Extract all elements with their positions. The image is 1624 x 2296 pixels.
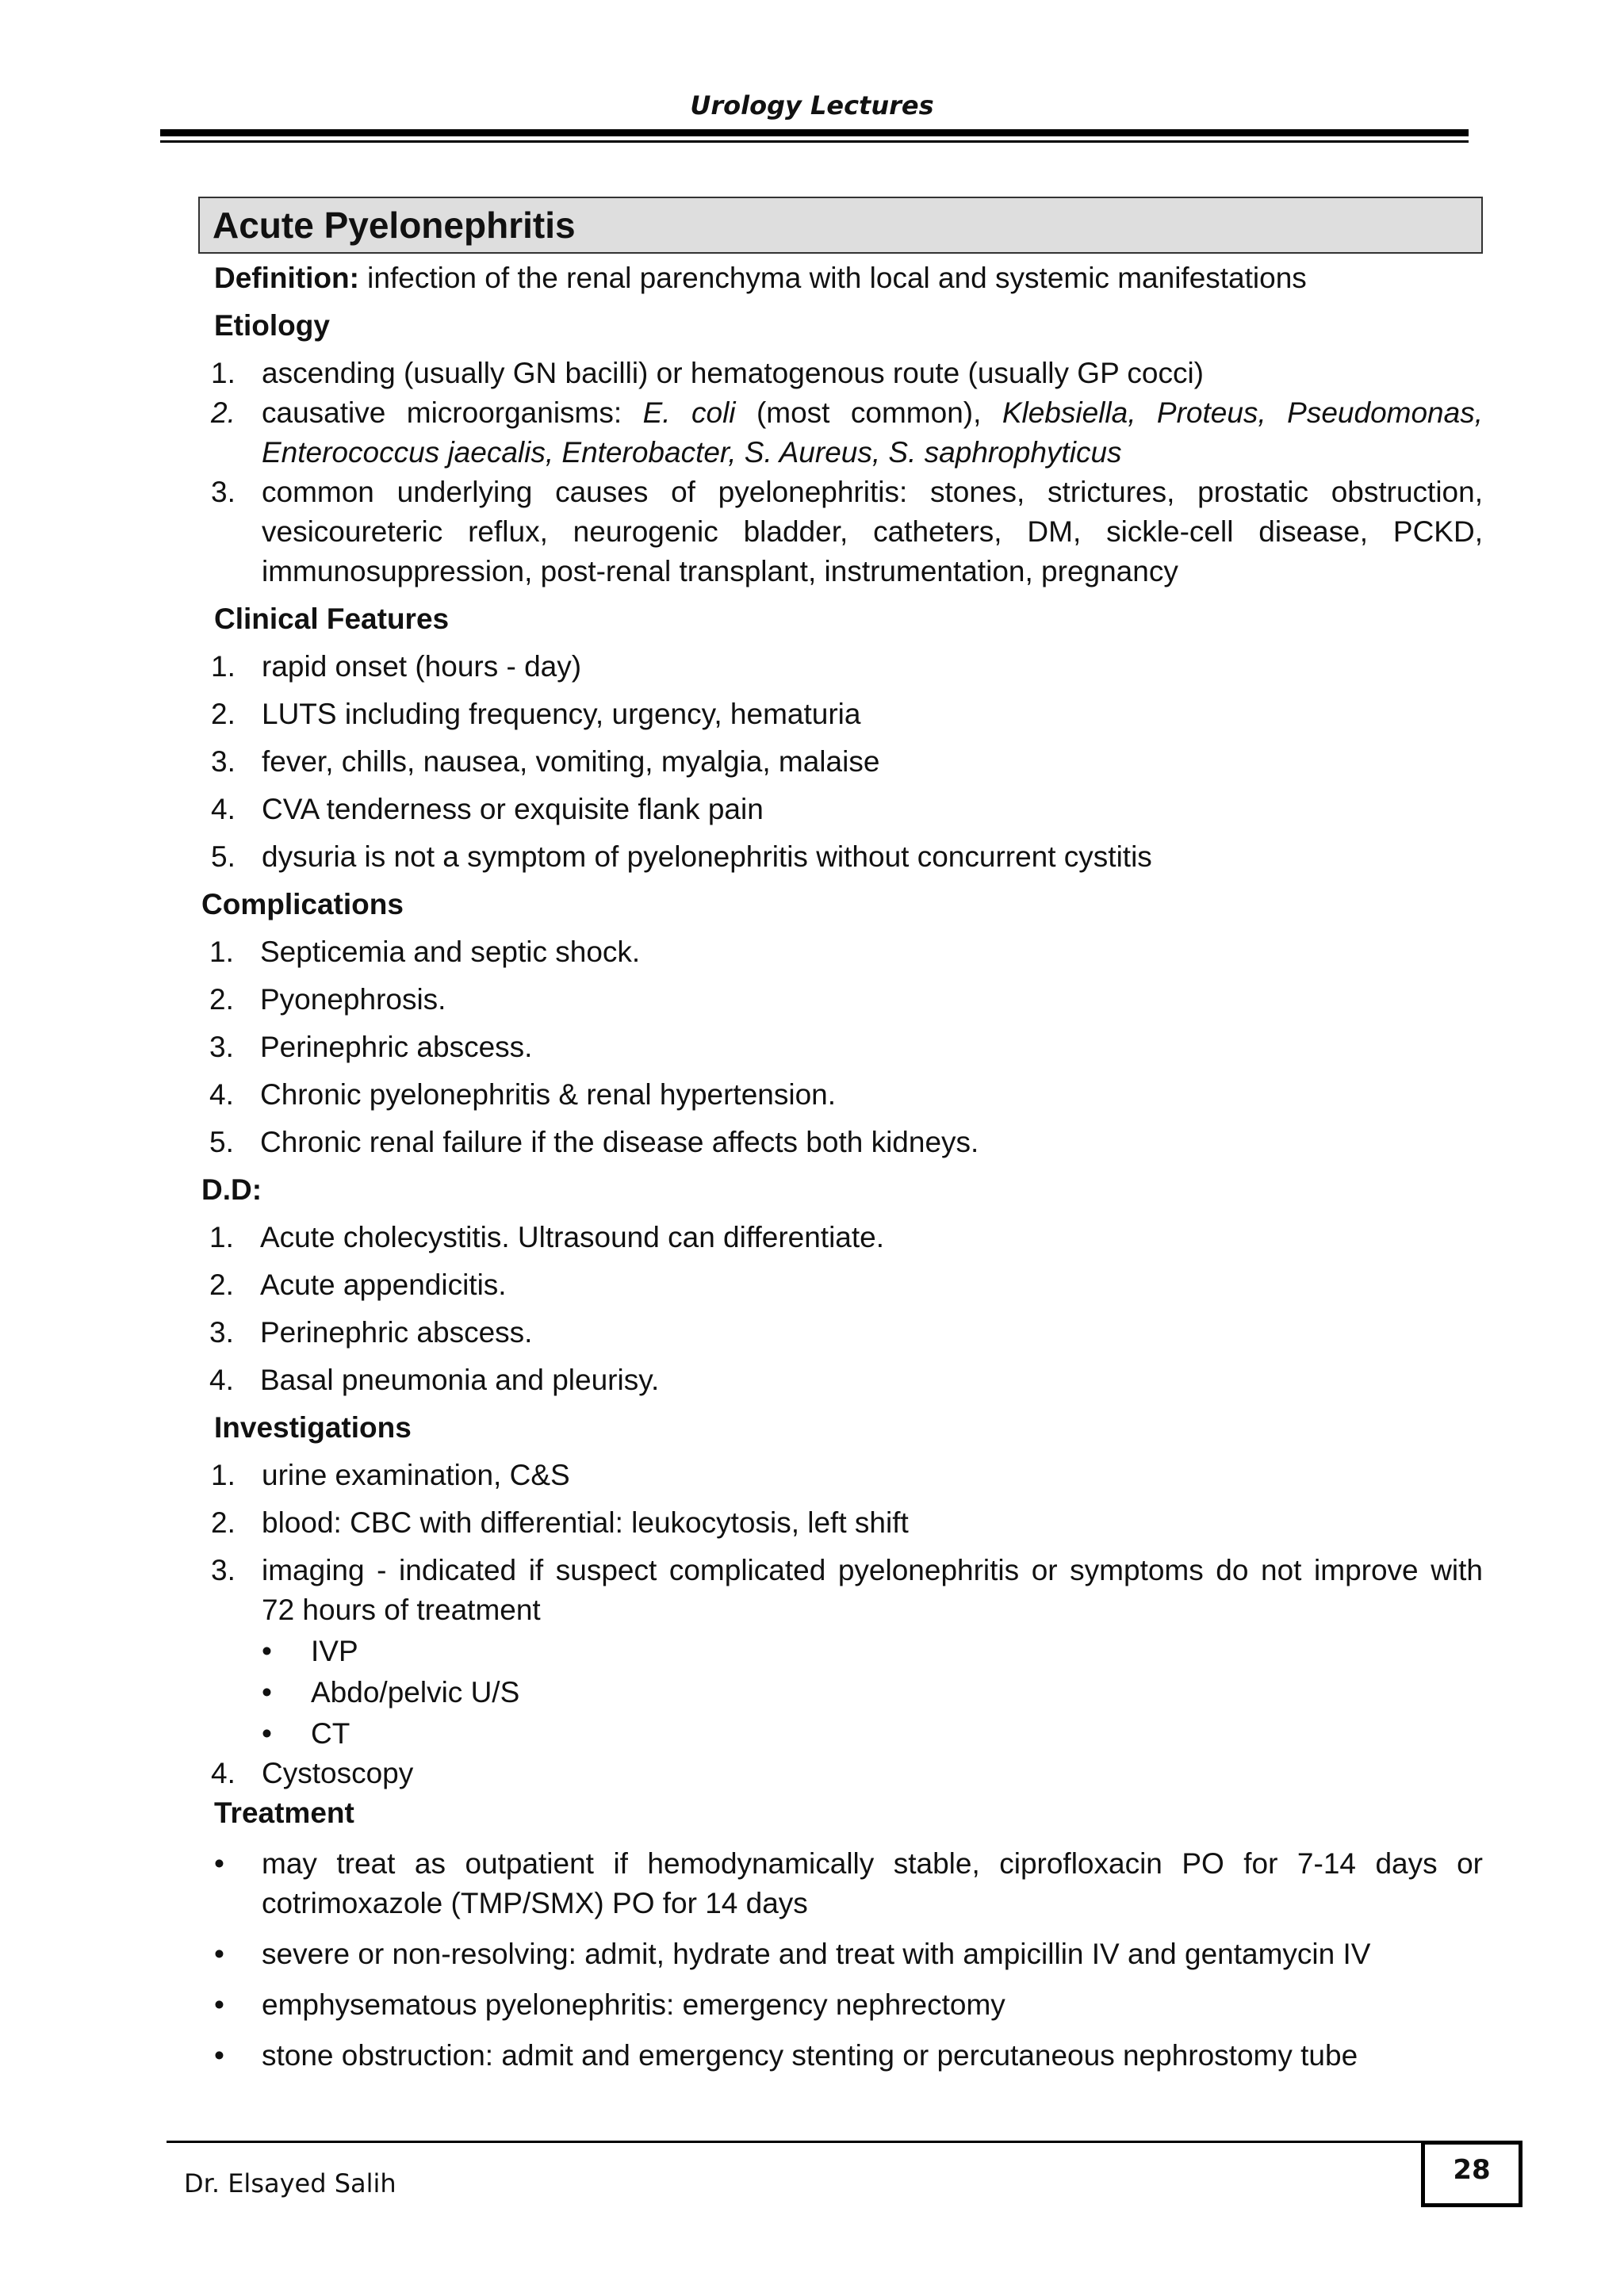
item-text: Pyonephrosis. — [260, 983, 446, 1016]
item-text-line: vesicoureteric reflux, neurogenic bladder, catheters, DM, sickle-cell disease, PCKD, — [262, 515, 1483, 548]
list-item — [198, 1027, 1483, 1067]
item-number: 1. — [209, 936, 234, 968]
item-number: 4. — [209, 1364, 234, 1396]
item-text-line — [262, 393, 1483, 433]
footer-rule — [167, 2141, 1421, 2143]
item-number: 4. — [209, 1078, 234, 1111]
bullet-icon: • — [262, 1676, 272, 1709]
dd-heading: D.D: — [201, 1173, 262, 1206]
list-item — [198, 1985, 1483, 2025]
header-rule — [160, 129, 1469, 136]
item-text: ascending (usually GN bacilli) or hematogenous route (usually GP cocci) — [262, 357, 1204, 389]
definition-text: infection of the renal parenchyma with local and systemic manifestations — [358, 262, 1307, 294]
dd-list — [198, 1218, 1483, 1400]
investigations-heading: Investigations — [214, 1411, 412, 1444]
bullet-icon: • — [262, 1717, 272, 1750]
item-number: 5. — [211, 840, 236, 873]
treatment-list — [198, 1844, 1483, 2076]
item-number: 2. — [211, 698, 236, 730]
item-text-line: 72 hours of treatment — [262, 1594, 541, 1626]
item-text: LUTS including frequency, urgency, hematuria — [262, 698, 861, 730]
item-text-line: imaging - indicated if suspect complicated pyelonephritis or symptoms do not improve with — [262, 1554, 1483, 1586]
item-text: dysuria is not a symptom of pyelonephritis without concurrent cystitis — [262, 840, 1152, 873]
item-text: CT — [311, 1717, 350, 1750]
item-text: rapid onset (hours - day) — [262, 650, 582, 683]
page-number: 28 — [1421, 2141, 1522, 2207]
etiology-heading: Etiology — [214, 309, 330, 342]
item-number: 3. — [211, 476, 236, 508]
text-run: (most common), — [735, 396, 1002, 429]
list-item — [198, 2036, 1483, 2076]
sublist-item — [198, 1714, 1483, 1754]
bullet-icon: • — [214, 1938, 224, 1970]
list-item — [198, 1313, 1483, 1353]
item-text: IVP — [311, 1635, 358, 1667]
item-number: 3. — [209, 1031, 234, 1063]
bullet-icon: • — [214, 1988, 224, 2021]
item-text: Septicemia and septic shock. — [260, 936, 641, 968]
sublist-item — [198, 1673, 1483, 1712]
item-text-line: immunosuppression, post-renal transplant, instrumentation, pregnancy — [262, 555, 1178, 587]
item-text: Basal pneumonia and pleurisy. — [260, 1364, 660, 1396]
organism-names: Klebsiella, Proteus, Pseudomonas, — [1002, 396, 1483, 429]
list-item — [198, 695, 1483, 734]
item-text: severe or non-resolving: admit, hydrate and treat with ampicillin IV and gentamycin IV — [262, 1938, 1371, 1970]
item-text: Cystoscopy — [262, 1757, 414, 1789]
item-text: Perinephric abscess. — [260, 1031, 533, 1063]
item-text: Chronic renal failure if the disease affects both kidneys. — [260, 1126, 979, 1158]
item-text-line: cotrimoxazole (TMP/SMX) PO for 14 days — [262, 1887, 808, 1919]
definition-label: Definition: — [214, 262, 359, 294]
page-content — [198, 197, 1483, 2076]
clinical-features-heading: Clinical Features — [214, 603, 450, 635]
treatment-heading: Treatment — [214, 1797, 354, 1829]
item-number: 2. — [211, 396, 236, 429]
list-item — [198, 1934, 1483, 1974]
item-number: 2. — [211, 1506, 236, 1539]
section-title: Acute Pyelonephritis — [198, 197, 1483, 254]
item-number: 3. — [211, 1554, 236, 1586]
item-number: 1. — [211, 650, 236, 683]
list-item — [198, 1844, 1483, 1923]
item-text: emphysematous pyelonephritis: emergency nephrectomy — [262, 1988, 1005, 2021]
list-item — [198, 1123, 1483, 1162]
item-number: 1. — [209, 1221, 234, 1253]
list-item — [198, 1218, 1483, 1257]
list-item — [198, 790, 1483, 829]
clinical-features-list — [198, 647, 1483, 877]
list-item — [198, 1754, 1483, 1793]
list-item — [198, 354, 1483, 393]
item-text: blood: CBC with differential: leukocytosis, left shift — [262, 1506, 909, 1539]
complications-heading: Complications — [201, 888, 404, 920]
item-number: 4. — [211, 1757, 236, 1789]
item-text-line: common underlying causes of pyelonephritis: stones, strictures, prostatic obstruction, — [262, 476, 1483, 508]
list-item — [198, 742, 1483, 782]
item-text: CVA tenderness or exquisite flank pain — [262, 793, 764, 825]
item-number: 2. — [209, 1269, 234, 1301]
footer-author: Dr. Elsayed Salih — [184, 2168, 396, 2198]
item-number: 4. — [211, 793, 236, 825]
item-text: Acute cholecystitis. Ultrasound can differentiate. — [260, 1221, 885, 1253]
investigations-list — [198, 1456, 1483, 1630]
item-text-line: may treat as outpatient if hemodynamically stable, ciprofloxacin PO for 7-14 days or — [262, 1847, 1483, 1880]
list-item — [198, 473, 1483, 591]
header-rule-thin — [160, 140, 1469, 143]
item-text: Chronic pyelonephritis & renal hypertension. — [260, 1078, 837, 1111]
list-item — [198, 932, 1483, 972]
item-text: Perinephric abscess. — [260, 1316, 533, 1349]
bullet-icon: • — [262, 1635, 272, 1667]
text-run: causative microorganisms: — [262, 396, 643, 429]
imaging-sublist — [198, 1632, 1483, 1754]
complications-list — [198, 932, 1483, 1162]
list-item — [198, 1551, 1483, 1630]
list-item — [198, 1456, 1483, 1495]
etiology-list — [198, 354, 1483, 591]
definition — [214, 258, 1483, 298]
list-item — [198, 1075, 1483, 1115]
list-item — [198, 1265, 1483, 1305]
list-item — [198, 837, 1483, 877]
running-header: Urology Lectures — [690, 90, 934, 121]
list-item — [198, 1360, 1483, 1400]
sublist-item — [198, 1632, 1483, 1671]
organism-name: E. coli — [642, 396, 736, 429]
item-number: 5. — [209, 1126, 234, 1158]
item-number: 1. — [211, 1459, 236, 1491]
bullet-icon: • — [214, 2039, 224, 2072]
item-text: Acute appendicitis. — [260, 1269, 507, 1301]
investigations-list-cont — [198, 1754, 1483, 1793]
list-item — [198, 980, 1483, 1020]
item-text: fever, chills, nausea, vomiting, myalgia, malaise — [262, 745, 880, 778]
item-number: 3. — [211, 745, 236, 778]
list-item — [198, 1503, 1483, 1543]
bullet-icon: • — [214, 1847, 224, 1880]
item-number: 3. — [209, 1316, 234, 1349]
item-number: 1. — [211, 357, 236, 389]
item-number: 2. — [209, 983, 234, 1016]
item-text: Abdo/pelvic U/S — [311, 1676, 520, 1709]
list-item — [198, 647, 1483, 687]
item-text: urine examination, C&S — [262, 1459, 570, 1491]
organism-names-line: Enterococcus jaecalis, Enterobacter, S. Aureus, S. saphrophyticus — [262, 436, 1122, 469]
item-text: stone obstruction: admit and emergency stenting or percutaneous nephrostomy tube — [262, 2039, 1358, 2072]
list-item — [198, 393, 1483, 473]
